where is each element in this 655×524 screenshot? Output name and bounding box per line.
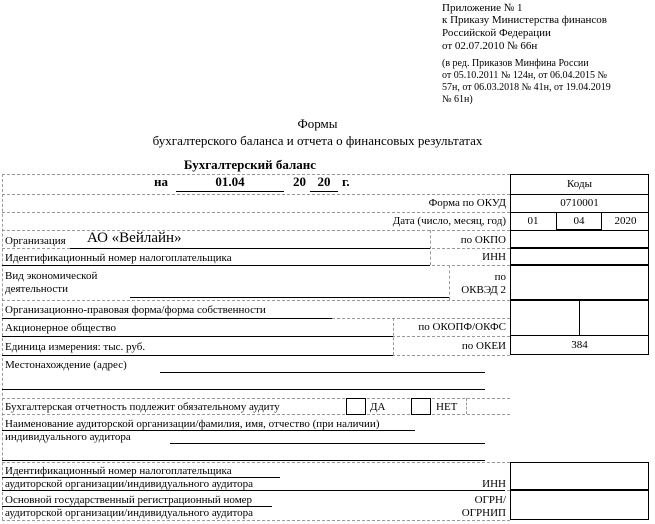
- okei-label: по ОКЕИ: [461, 340, 506, 352]
- organization-label: Организация: [5, 235, 66, 247]
- forms-subtitle: бухгалтерского баланса и отчета о финансовых результатах: [152, 133, 483, 148]
- year-prefix: 20: [293, 174, 306, 189]
- ogrn-code-label-1: ОГРН/: [474, 494, 506, 506]
- year-suffix-label: г.: [342, 174, 350, 189]
- appendix-line-3: Российской Федерации: [442, 27, 551, 39]
- report-year-field[interactable]: 20: [317, 174, 331, 189]
- ogrn-code-label-2: ОГРНИП: [461, 507, 506, 519]
- amendment-line-3: 57н, от 06.03.2018 № 41н, от 19.04.2019: [442, 82, 611, 93]
- audit-required-label: Бухгалтерская отчетность подлежит обязательному аудиту: [5, 401, 280, 413]
- okpo-code-cell[interactable]: [510, 230, 649, 248]
- audit-no-checkbox[interactable]: [411, 398, 431, 415]
- auditor-name-label-2: индивидуального аудитора: [5, 431, 131, 443]
- auditor-ogrn-cell[interactable]: [510, 490, 649, 520]
- auditor-inn-cell[interactable]: [510, 462, 649, 490]
- inn-label: ИНН: [482, 251, 506, 263]
- amendment-line-4: № 61н): [442, 94, 473, 105]
- activity-field[interactable]: [130, 297, 449, 298]
- okopf-label: по ОКОПФ/ОКФС: [418, 321, 506, 333]
- okved-code-cell[interactable]: [510, 265, 649, 300]
- okpo-label: по ОКПО: [460, 234, 506, 246]
- unit-label: Единица измерения: тыс. руб.: [5, 341, 146, 353]
- legal-form-value[interactable]: Акционерное общество: [5, 322, 117, 334]
- date-on-label: на: [154, 174, 168, 189]
- appendix-line-1: Приложение № 1: [442, 2, 523, 14]
- forms-heading: Формы: [297, 116, 338, 131]
- date-day-code[interactable]: 01: [527, 215, 539, 227]
- okved-label-2: ОКВЭД 2: [461, 284, 506, 296]
- report-date-field[interactable]: 01.04: [215, 174, 245, 189]
- legal-form-label: Организационно-правовая форма/форма собственности: [5, 304, 266, 316]
- okud-label: Форма по ОКУД: [428, 197, 506, 209]
- auditor-inn-label-2: аудиторской организации/индивидуального аудитора: [5, 478, 253, 490]
- date-label: Дата (число, месяц, год): [392, 215, 506, 227]
- activity-label-1: Вид экономической: [5, 270, 98, 282]
- amendment-line-2: от 05.10.2011 № 124н, от 06.04.2015 №: [442, 70, 608, 81]
- address-label: Местонахождение (адрес): [5, 359, 127, 371]
- auditor-name-field[interactable]: [170, 443, 485, 444]
- auditor-inn-label-1: Идентификационный номер налогоплательщика: [5, 465, 232, 477]
- auditor-ogrn-label-2: аудиторской организации/индивидуального аудитора: [5, 507, 253, 519]
- auditor-ogrn-label-1: Основной государственный регистрационный номер: [5, 494, 253, 506]
- appendix-line-2: к Приказу Министерства финансов: [442, 14, 607, 26]
- taxpayer-id-label: Идентификационный номер налогоплательщика: [5, 252, 232, 264]
- okei-code[interactable]: 384: [571, 339, 588, 351]
- date-year-code[interactable]: 2020: [614, 215, 637, 227]
- audit-no-label: НЕТ: [436, 401, 458, 413]
- amendment-line-1: (в ред. Приказов Минфина России: [442, 58, 589, 69]
- audit-yes-checkbox[interactable]: [346, 398, 366, 415]
- organization-name[interactable]: АО «Вейлайн»: [87, 230, 182, 246]
- inn-code-cell[interactable]: [510, 248, 649, 265]
- appendix-line-4: от 02.07.2010 № 66н: [442, 40, 538, 52]
- date-month-code[interactable]: 04: [573, 215, 585, 227]
- address-field[interactable]: [160, 372, 485, 373]
- audit-yes-label: ДА: [370, 401, 386, 413]
- auditor-name-label-1: Наименование аудиторской организации/фамилия, имя, отчество (при наличии): [5, 418, 380, 430]
- codes-header: Коды: [567, 178, 592, 190]
- activity-label-2: деятельности: [5, 283, 68, 295]
- auditor-inn-code-label: ИНН: [482, 478, 506, 490]
- okved-label-1: по: [494, 271, 506, 283]
- okud-code[interactable]: 0710001: [560, 197, 599, 209]
- balance-title: Бухгалтерский баланс: [183, 157, 317, 172]
